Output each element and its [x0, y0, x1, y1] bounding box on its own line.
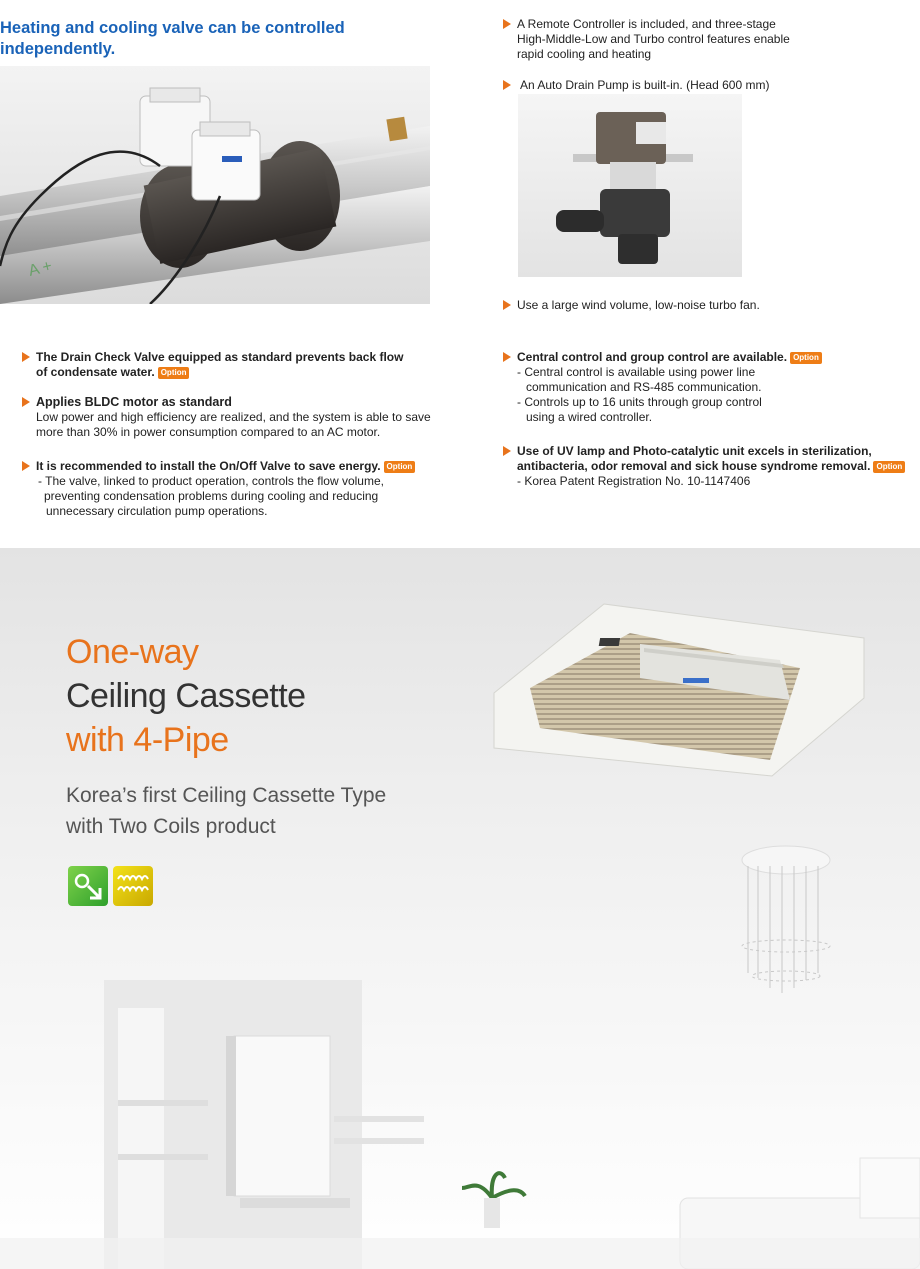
feature-title-line: antibacteria, odor removal and sick house syndrome removal.	[517, 459, 871, 473]
feature-body-line: using a wired controller.	[526, 410, 653, 424]
chandelier-decor	[742, 846, 830, 993]
section-header: Heating and cooling valve can be controlled independently.	[0, 19, 345, 58]
hero-subtitle-line-2: with Two Coils product	[66, 815, 276, 838]
feature-central-control	[503, 350, 903, 425]
feature-line: An Auto Drain Pump is built-in. (Head 600 mm)	[520, 78, 770, 92]
feature-body-line: unnecessary circulation pump operations.	[46, 504, 268, 518]
feature-title: It is recommended to install the On/Off Valve to save energy.	[36, 459, 381, 473]
feature-body-line: - The valve, linked to product operation, controls the flow volume,	[38, 474, 384, 488]
option-badge: Option	[790, 352, 822, 364]
triangle-bullet-icon	[22, 352, 30, 362]
feature-line: High-Middle-Low and Turbo control features enable	[517, 32, 790, 46]
feature-on-off-valve	[22, 459, 442, 519]
feature-remote-controller	[503, 17, 903, 62]
ecology-arrow-icon	[68, 866, 108, 906]
svg-text:A +: A +	[26, 257, 54, 280]
feature-line: Use a large wind volume, low-noise turbo fan.	[517, 298, 760, 312]
triangle-bullet-icon	[503, 19, 511, 29]
potted-plant-decor	[462, 1173, 525, 1228]
feature-title: Central control and group control are available.	[517, 350, 788, 364]
triangle-bullet-icon	[22, 461, 30, 471]
hero-title-line-2: Ceiling Cassette	[66, 677, 306, 715]
hero-subtitle	[66, 780, 386, 842]
triangle-bullet-icon	[503, 352, 511, 362]
ceiling-cassette-product	[494, 604, 864, 776]
triangle-bullet-icon	[503, 446, 511, 456]
hero-section	[0, 548, 920, 1269]
feature-uv-lamp	[503, 444, 913, 489]
feature-title-line: of condensate water.	[36, 365, 155, 379]
feature-body-line: - Controls up to 16 units through group control	[517, 395, 762, 409]
feature-turbo-fan	[503, 298, 903, 313]
feature-body-line: - Central control is available using power line	[517, 365, 756, 379]
coil-icon	[113, 866, 153, 906]
triangle-bullet-icon	[503, 300, 511, 310]
hero-title-line-3: with 4-Pipe	[66, 721, 229, 759]
feature-line: rapid cooling and heating	[517, 47, 652, 61]
drain-pump-photo	[518, 94, 742, 277]
option-badge: Option	[384, 461, 416, 473]
feature-title-line: The Drain Check Valve equipped as standard prevents back flow	[36, 350, 404, 364]
valve-photo	[0, 66, 430, 304]
feature-title-line: Use of UV lamp and Photo-catalytic unit excels in sterilization,	[517, 444, 872, 458]
option-badge: Option	[158, 367, 190, 379]
triangle-bullet-icon	[22, 397, 30, 407]
feature-body-line: - Korea Patent Registration No. 10-1147406	[517, 474, 751, 488]
feature-drain-check-valve	[22, 350, 432, 380]
hero-title-line-1: One-way	[66, 633, 199, 671]
feature-body-line: communication and RS-485 communication.	[526, 380, 762, 394]
triangle-bullet-icon	[503, 80, 511, 90]
feature-auto-drain-pump	[503, 78, 903, 93]
option-badge: Option	[873, 461, 905, 473]
wall-shelf-unit	[104, 980, 424, 1269]
feature-line: A Remote Controller is included, and three-stage	[517, 17, 776, 31]
feature-body-line: more than 30% in power consumption compared to an AC motor.	[36, 425, 381, 439]
feature-body-line: preventing condensation problems during cooling and reducing	[44, 489, 379, 503]
hero-subtitle-line-1: Korea’s first Ceiling Cassette Type	[66, 784, 387, 807]
feature-body-line: Low power and high efficiency are realized, and the system is able to save	[36, 410, 431, 424]
feature-bldc-motor	[22, 395, 442, 440]
feature-title: Applies BLDC motor as standard	[36, 395, 232, 409]
